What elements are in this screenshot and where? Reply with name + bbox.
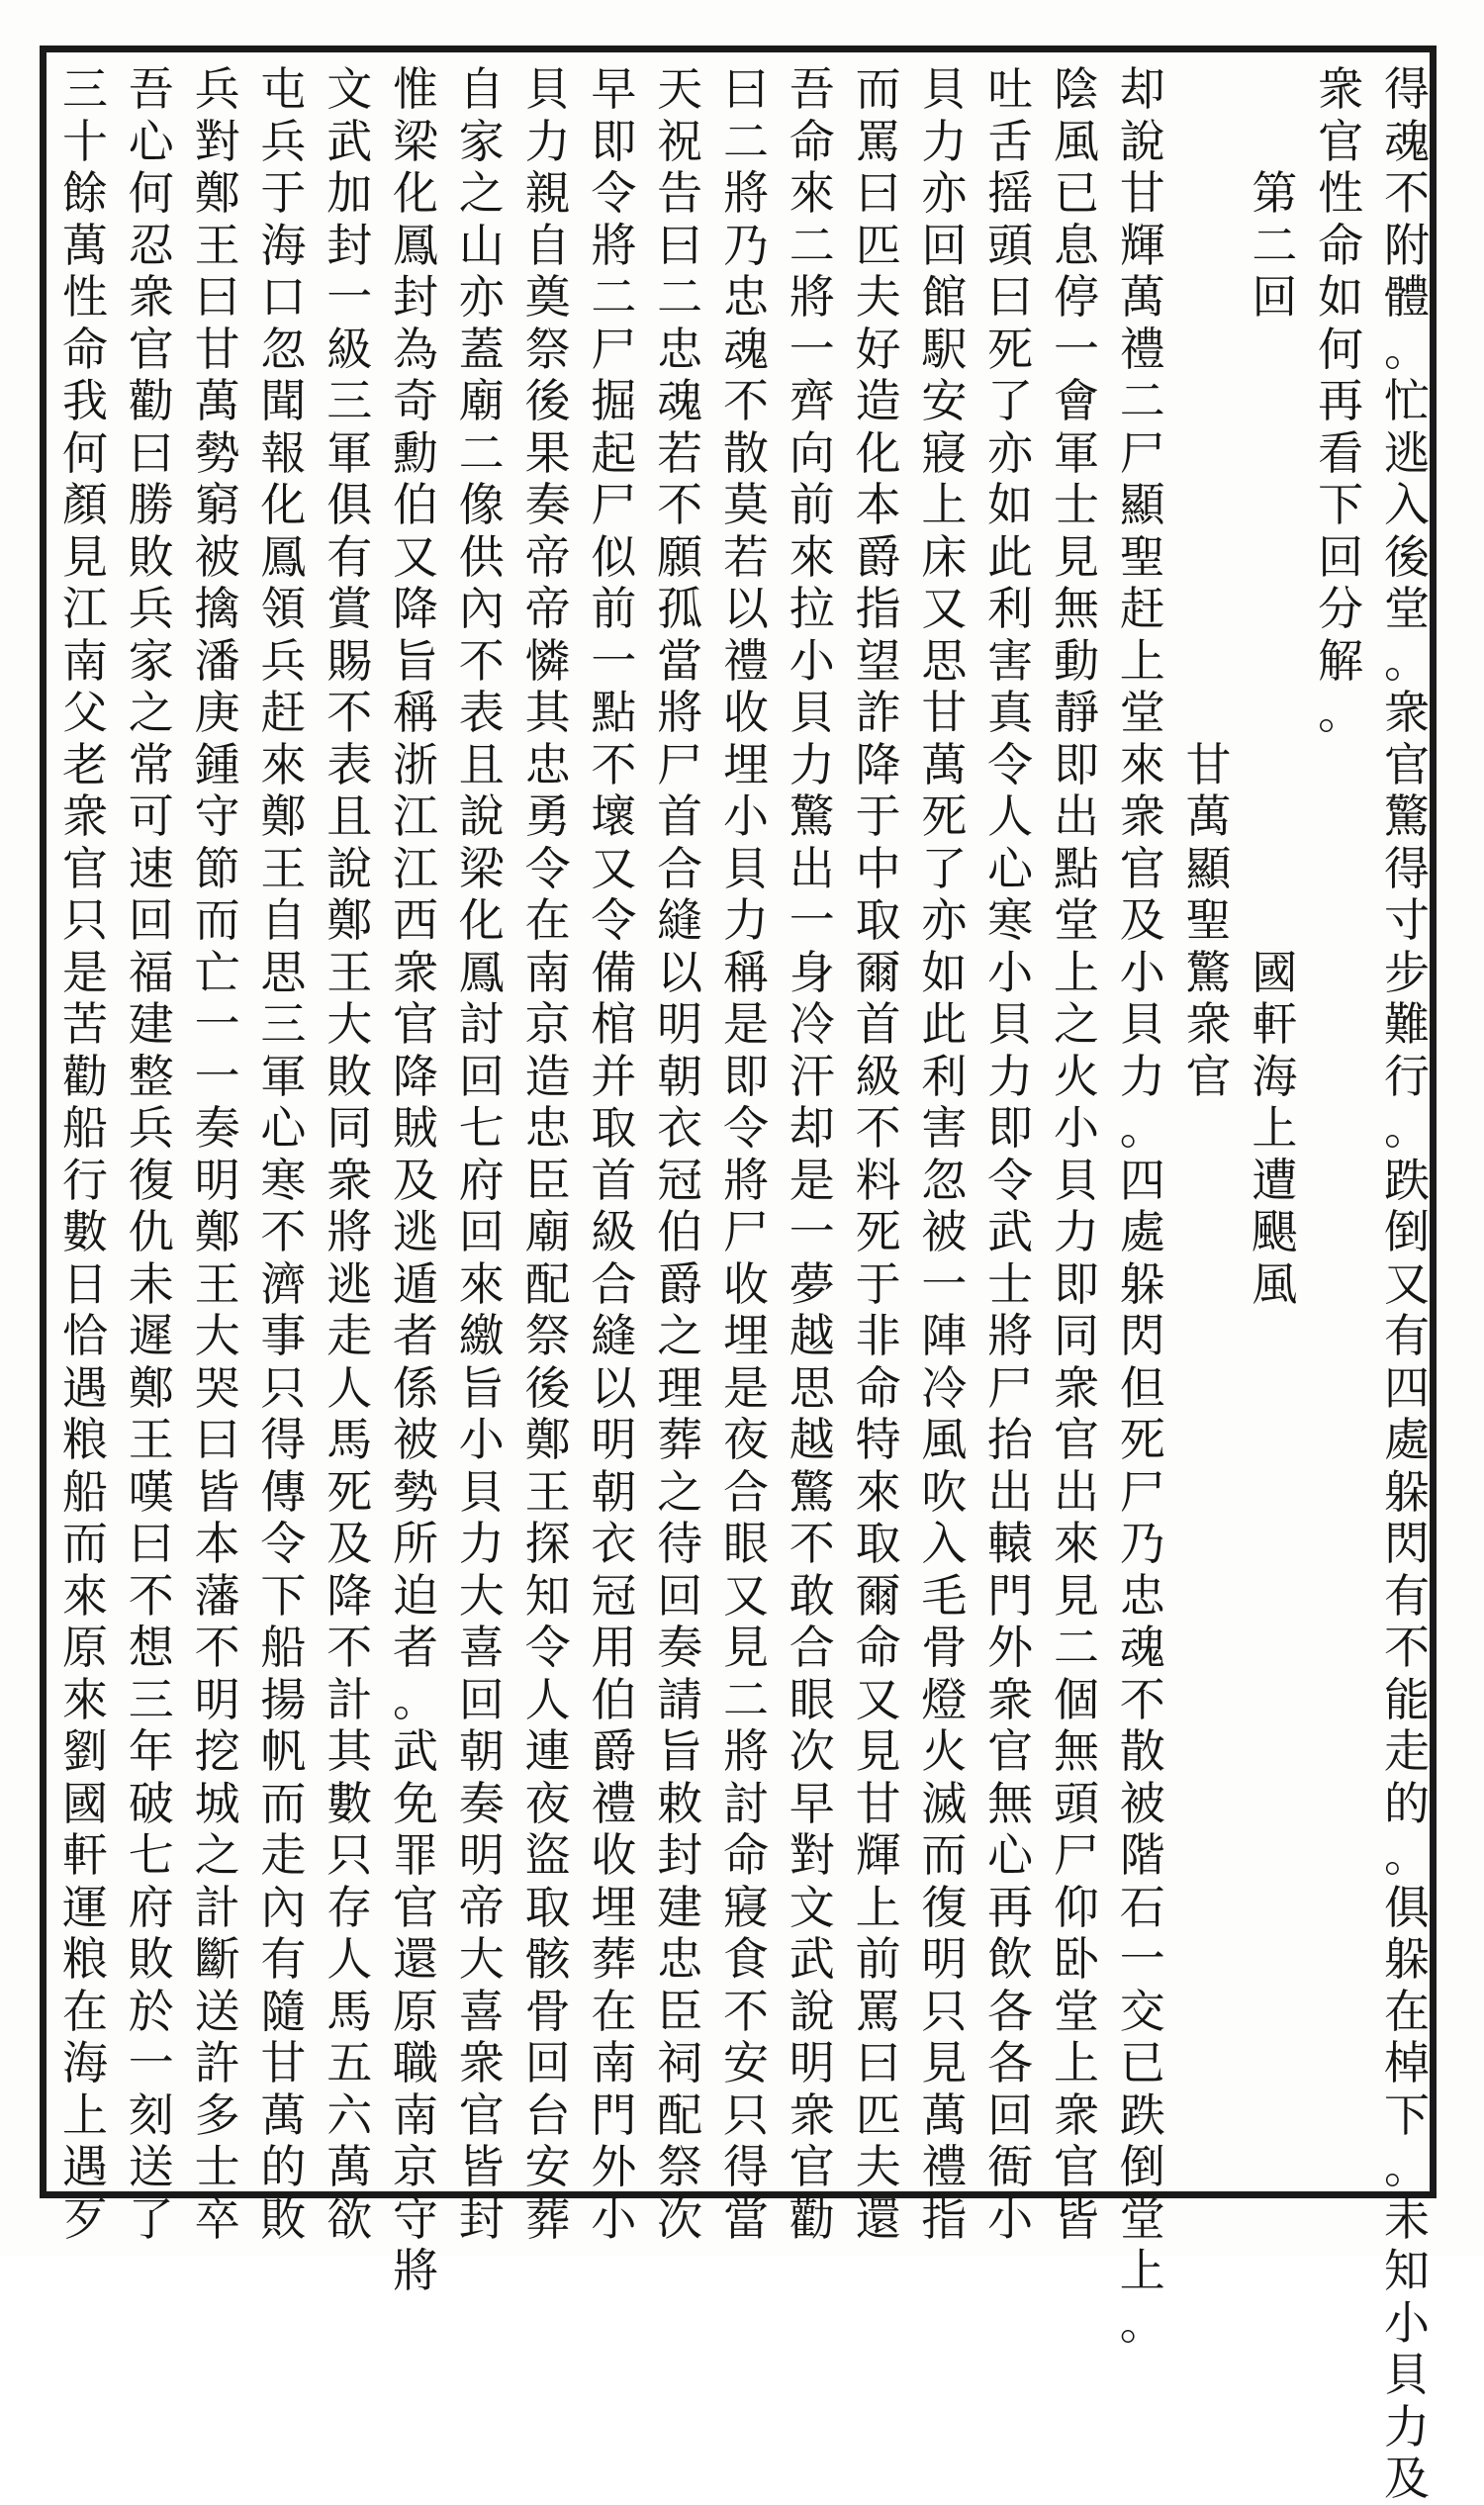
text-column-14: 貝 力 親 自 奠 祭 後 果 奏 帝 帝 憐 其 忠 勇 令 在 南 京 造 忠 臣 廟 配 祭 後 鄭 王 探 知 令 人 連 夜 盜 取 骸 骨 回 台 安 葬 [524, 62, 571, 2246]
text-column-10: 吾 命 來 二 將 一 齊 向 前 來 拉 小 貝 力 驚 出 一 身 冷 汗 却 是 一 夢 越 思 越 驚 不 敢 合 眼 次 早 對 文 武 說 明 衆 官 勸 [788, 62, 835, 2246]
text-column-12: 天 祝 告 曰 二 忠 魂 若 不 願 孤 當 將 尸 首 合 縫 以 明 朝 衣 冠 伯 爵 之 理 葬 之 待 回 奏 請 旨 敕 封 建 忠 臣 祠 配 祭 次 [657, 62, 703, 2246]
text-column-9: 而 罵 曰 匹 夫 好 造 化 本 爵 指 望 詐 降 于 中 取 爾 首 級 不 料 死 于 非 命 特 來 取 爾 命 又 見 甘 輝 上 前 罵 曰 匹 夫 還 [855, 62, 901, 2246]
text-column-3: 第 二 回 國 軒 海 上 遭 颶 風 [1252, 166, 1298, 1311]
text-column-16: 惟 梁 化 鳳 封 為 奇 勳 伯 又 降 旨 稱 浙 江 江 西 衆 官 降 賊 及 逃 遁 者 係 被 勢 所 迫 者 。 武 免 罪 官 還 原 職 南 京 守 將 [392, 62, 438, 2297]
text-column-8: 貝 力 亦 回 館 駅 安 寢 上 床 又 思 甘 萬 死 了 亦 如 此 利 害 忽 被 一 陣 冷 風 吹 入 毛 骨 燈 火 滅 而 復 明 只 見 萬 禮 指 [921, 62, 968, 2246]
vertical-text-body [55, 62, 1437, 2505]
text-column-20: 吾 心 何 忍 衆 官 勸 曰 勝 敗 兵 家 之 常 可 速 回 福 建 整 兵 復 仇 未 遲 鄭 王 嘆 曰 不 想 三 年 破 七 府 敗 於 一 刻 送 了 [128, 62, 174, 2246]
text-column-19: 兵 對 鄭 王 曰 甘 萬 勢 窮 被 擒 潘 庚 鍾 守 節 而 亡 一 一 奏 明 鄭 王 大 哭 曰 皆 本 藩 不 明 挖 城 之 計 斷 送 許 多 士 卒 [194, 62, 240, 2246]
text-column-11: 曰 二 將 乃 忠 魂 不 散 莫 若 以 禮 收 埋 小 貝 力 稱 是 即 令 將 尸 收 埋 是 夜 合 眼 又 見 二 將 討 命 寢 食 不 安 只 得 當 [722, 62, 769, 2246]
text-column-4: 甘 萬 顯 聖 驚 衆 官 [1185, 737, 1232, 1103]
text-column-6: 陰 風 已 息 停 一 會 軍 士 見 無 動 靜 即 出 點 堂 上 之 火 小 貝 力 即 同 衆 官 出 來 見 二 個 無 頭 尸 仰 卧 堂 上 衆 官 皆 [1053, 62, 1099, 2246]
text-column-17: 文 武 加 封 一 級 三 軍 俱 有 賞 賜 不 表 且 說 鄭 王 大 敗 同 衆 將 逃 走 人 馬 死 及 降 不 計 其 數 只 存 人 馬 五 六 萬 欲 [326, 62, 373, 2246]
text-column-15: 自 家 之 山 亦 蓋 廟 二 像 供 內 不 表 且 說 梁 化 鳳 討 回 七 府 回 來 繳 旨 小 貝 力 大 喜 回 朝 奏 明 帝 大 喜 衆 官 皆 封 [458, 62, 505, 2246]
text-column-2: 衆 官 性 命 如 何 再 看 下 回 分 解 。 [1318, 62, 1364, 739]
text-column-13: 早 即 令 將 二 尸 掘 起 尸 似 前 一 點 不 壞 又 令 備 棺 并 取 首 級 合 縫 以 明 朝 衣 冠 用 伯 爵 禮 收 埋 葬 在 南 門 外 小 [591, 62, 637, 2246]
text-column-18: 屯 兵 于 海 口 忽 聞 報 化 鳳 領 兵 赶 來 鄭 王 自 思 三 軍 心 寒 不 濟 事 只 得 傳 令 下 船 揚 帆 而 走 內 有 隨 甘 萬 的 敗 [260, 62, 307, 2246]
text-column-5: 却 說 甘 輝 萬 禮 二 尸 顯 聖 赶 上 堂 來 衆 官 及 小 貝 力 。 四 處 躲 閃 但 死 尸 乃 忠 魂 不 散 被 階 石 一 交 已 跌 倒 堂 上 。 [1119, 62, 1165, 2350]
text-column-1: 得 魂 不 附 體 。 忙 逃 入 後 堂 。 衆 官 驚 得 寸 步 難 行 。 跌 倒 又 有 四 處 躲 閃 有 不 能 走 的 。 俱 躲 在 棹 下 。 未 知 小 貝 力 及 [1383, 62, 1430, 2505]
text-column-21: 三 十 餘 萬 性 命 我 何 顏 見 江 南 父 老 衆 官 只 是 苦 勸 船 行 數 日 恰 遇 粮 船 而 來 原 來 劉 國 軒 運 粮 在 海 上 遇 歹 [62, 62, 108, 2246]
text-column-7: 吐 舌 摇 頭 曰 死 了 亦 如 此 利 害 真 令 人 心 寒 小 貝 力 即 令 武 士 將 尸 抬 出 轅 門 外 衆 官 無 心 再 飲 各 各 回 衙 小 [987, 62, 1034, 2246]
